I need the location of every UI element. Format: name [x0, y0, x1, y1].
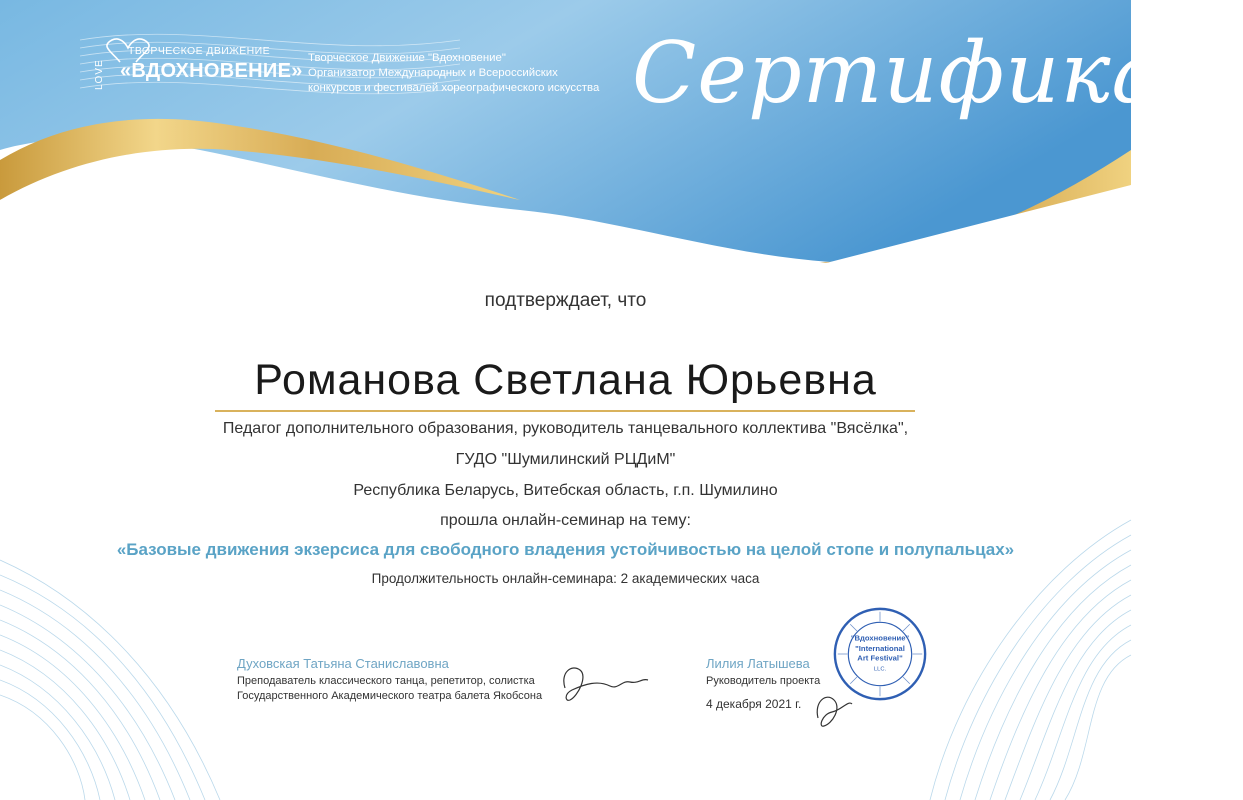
- recipient-organization: ГУДО "Шумилинский РЦДиМ": [455, 451, 676, 468]
- recipient-name: Романова Светлана Юрьевна: [254, 356, 877, 404]
- organizer-info-line: Творческое Движение "Вдохновение": [308, 52, 506, 64]
- stamp-line: LLC.: [873, 666, 887, 673]
- official-stamp: [832, 606, 928, 702]
- logo-name: «ВДОХНОВЕНИЕ»: [120, 60, 303, 82]
- stamp-line: "International: [855, 644, 905, 654]
- signatory-1-role-line: Государственного Академического театра балета Якобсона: [237, 690, 543, 702]
- signatory-1-name: Духовская Татьяна Станиславовна: [237, 656, 449, 671]
- stamp-line: Art Festival": [857, 653, 903, 663]
- logo-subtitle: ТВОРЧЕСКОЕ ДВИЖЕНИЕ: [128, 45, 271, 57]
- certificate-title: Сертификат: [632, 24, 1243, 122]
- confirms-text: подтверждает, что: [484, 290, 647, 311]
- completed-text: прошла онлайн-семинар на тему:: [440, 512, 691, 529]
- seminar-topic: «Базовые движения экзерсиса для свободного владения устойчивостью на целой стопе и полупальцах»: [116, 540, 1015, 559]
- signatory-1-role-line: Преподаватель классического танца, репетитор, солистка: [237, 675, 535, 687]
- organizer-info-line: Организатор Международных и Всероссийских: [308, 67, 558, 79]
- seminar-duration: Продолжительность онлайн-семинара: 2 академических часа: [371, 571, 760, 586]
- signature-1: [564, 668, 648, 700]
- organizer-info-line: конкурсов и фестивалей хореографического искусства: [308, 82, 600, 94]
- recipient-job: Педагог дополнительного образования, руководитель танцевального коллектива "Вясёлка",: [222, 420, 909, 437]
- name-underline: [215, 410, 915, 412]
- bottom-left-line-pattern: [0, 560, 220, 800]
- recipient-region: Республика Беларусь, Витебская область, г.п. Шумилино: [353, 482, 778, 499]
- stamp-line: "Вдохновение": [850, 633, 910, 643]
- bottom-right-line-pattern: [930, 520, 1131, 800]
- signatory-1-role: [237, 674, 542, 704]
- organizer-info: [308, 51, 599, 96]
- issue-date: 4 декабря 2021 г.: [706, 697, 802, 711]
- signatory-2-role: Руководитель проекта: [706, 675, 821, 687]
- signatory-2-name: Лилия Латышева: [706, 656, 810, 671]
- logo-love-text: LOVE: [94, 59, 105, 90]
